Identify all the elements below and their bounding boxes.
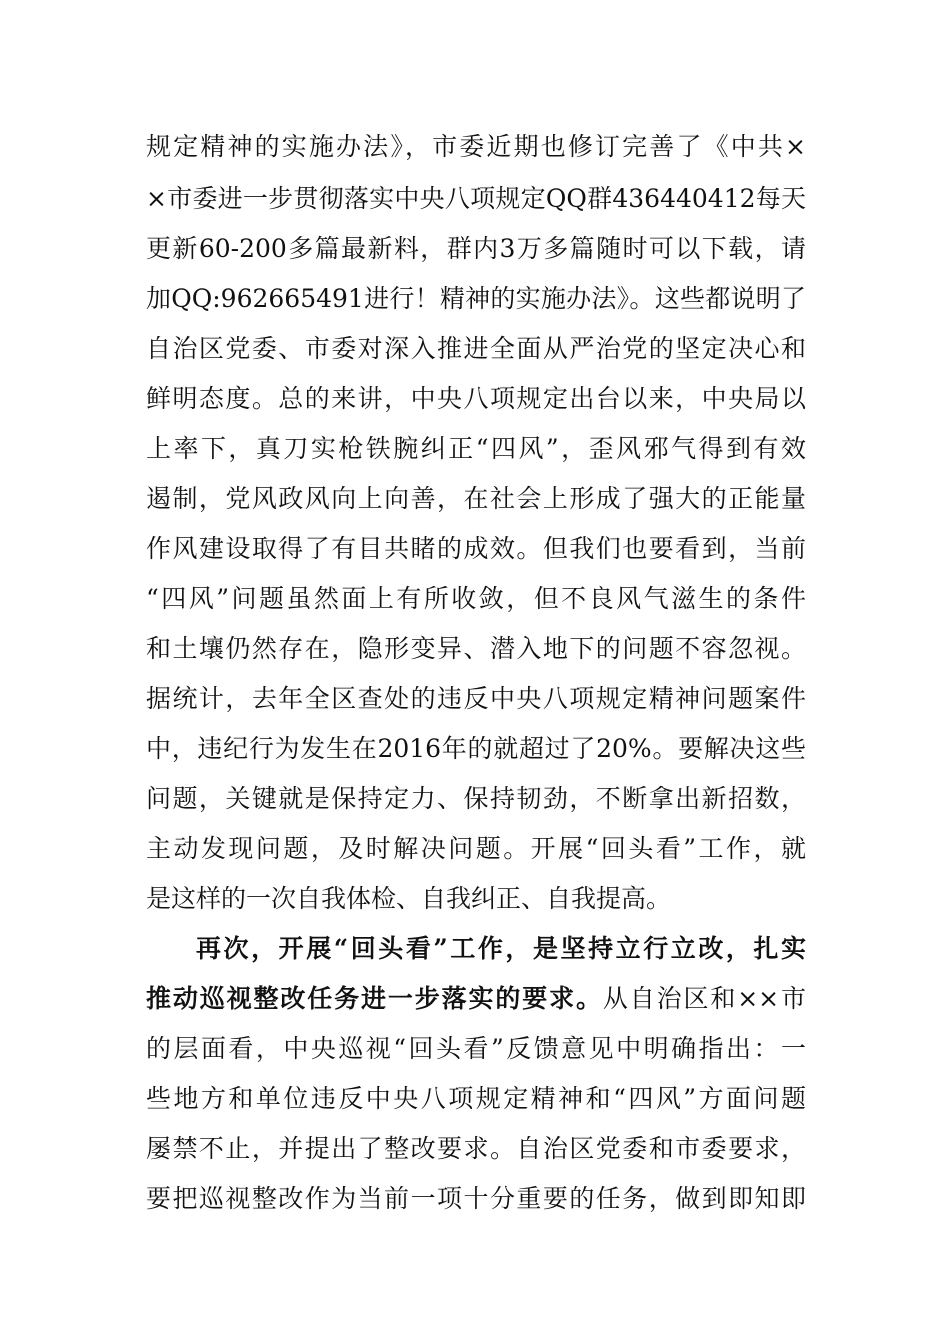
text-line: 作风建设取得了有目共睹的成效。但我们也要看到，当前 [146, 534, 806, 563]
text-line: 中，违纪行为发生在2016年的就超过了20%。要解决这些 [146, 734, 806, 763]
text-line: 屡禁不止，并提出了整改要求。自治区党委和市委要求， [146, 1134, 806, 1163]
text-line: 加QQ:962665491进行！精神的实施办法》。这些都说明了 [146, 284, 806, 313]
text-line: 自治区党委、市委对深入推进全面从严治党的坚定决心和 [146, 334, 806, 363]
text-line: 上率下，真刀实枪铁腕纠正“四风”，歪风邪气得到有效 [146, 434, 806, 463]
text-line: 规定精神的实施办法》，市委近期也修订完善了《中共× [146, 132, 806, 161]
text-span: 从自治区和××市 [602, 984, 806, 1013]
text-line: 鲜明态度。总的来讲，中央八项规定出台以来，中央局以 [146, 384, 806, 413]
mixed-text-line [146, 974, 806, 1024]
text-line: 更新60-200多篇最新料，群内3万多篇随时可以下载，请 [146, 234, 806, 263]
text-line: 据统计，去年全区查处的违反中央八项规定精神问题案件 [146, 684, 806, 713]
text-line: 问题，关键就是保持定力、保持韧劲，不断拿出新招数， [146, 784, 806, 813]
bold-heading-text: 推动巡视整改任务进一步落实的要求。 [146, 984, 603, 1013]
text-line: 要把巡视整改作为当前一项十分重要的任务，做到即知即 [146, 1184, 806, 1213]
text-line: ×市委进一步贯彻落实中央八项规定QQ群436440412每天 [146, 184, 806, 213]
text-line: 和土壤仍然存在，隐形变异、潜入地下的问题不容忽视。 [146, 634, 806, 663]
text-line: “四风”问题虽然面上有所收敛，但不良风气滋生的条件 [146, 584, 806, 613]
text-line: 是这样的一次自我体检、自我纠正、自我提高。 [146, 884, 672, 913]
text-line: 的层面看，中央巡视“回头看”反馈意见中明确指出：一 [146, 1034, 806, 1063]
bold-heading-line: 再次，开展“回头看”工作，是坚持立行立改，扎实 [196, 934, 806, 963]
text-line: 主动发现问题，及时解决问题。开展“回头看”工作，就 [146, 834, 806, 863]
text-line: 些地方和单位违反中央八项规定精神和“四风”方面问题 [146, 1084, 806, 1113]
text-line: 遏制，党风政风向上向善，在社会上形成了强大的正能量 [146, 484, 806, 513]
